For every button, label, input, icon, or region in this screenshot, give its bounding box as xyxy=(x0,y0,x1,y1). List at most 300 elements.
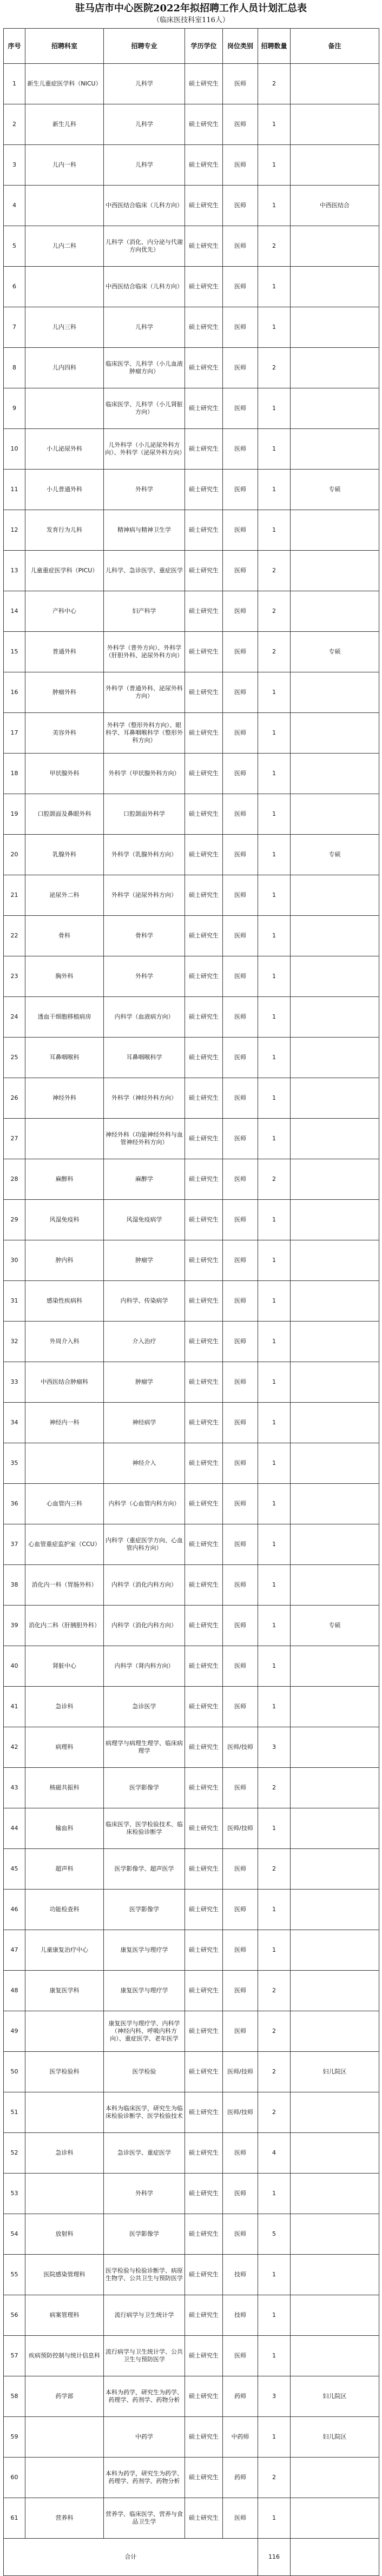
cell-degree: 硕士研究生 xyxy=(185,1890,223,1930)
cell-major: 外科学（整形外科方向）、眼科学、耳鼻咽喉科学（整形外科方向） xyxy=(104,713,185,754)
cell-dept: 急诊科 xyxy=(25,2133,104,2174)
table-row xyxy=(4,2336,379,2376)
cell-note xyxy=(291,1727,379,1768)
cell-dept xyxy=(25,267,104,307)
table-row xyxy=(4,672,379,713)
cell-count: 1 xyxy=(258,1930,291,1971)
table-row xyxy=(4,429,379,470)
cell-dept xyxy=(25,1119,104,1159)
table-row xyxy=(4,470,379,510)
cell-major: 病理学与病理生理学、临床病理学 xyxy=(104,1727,185,1768)
cell-major: 康复医学与理疗学 xyxy=(104,1930,185,1971)
cell-major: 外科学（泌尿外科方向） xyxy=(104,875,185,916)
document-title: 驻马店市中心医院2022年拟招聘工作人员计划汇总表 xyxy=(75,3,307,14)
cell-degree: 硕士研究生 xyxy=(185,1930,223,1971)
cell-degree: 硕士研究生 xyxy=(185,2255,223,2295)
cell-degree: 硕士研究生 xyxy=(185,348,223,388)
table-row xyxy=(4,2092,379,2133)
cell-count: 1 xyxy=(258,2174,291,2214)
cell-no: 5 xyxy=(4,226,25,267)
cell-major: 医学影像学 xyxy=(104,2214,185,2255)
cell-type: 医师 xyxy=(223,226,258,267)
cell-type: 医师 xyxy=(223,2498,258,2539)
cell-degree: 硕士研究生 xyxy=(185,267,223,307)
cell-dept: 功能检查科 xyxy=(25,1890,104,1930)
cell-dept xyxy=(25,1443,104,1484)
cell-type: 医师 xyxy=(223,145,258,186)
table-row xyxy=(4,1484,379,1524)
cell-major: 肿瘤学 xyxy=(104,1240,185,1281)
cell-count: 1 xyxy=(258,1443,291,1484)
cell-degree: 硕士研究生 xyxy=(185,2133,223,2174)
cell-degree: 硕士研究生 xyxy=(185,1240,223,1281)
cell-note xyxy=(291,1200,379,1240)
table-row xyxy=(4,1646,379,1687)
cell-no: 55 xyxy=(4,2255,25,2295)
cell-note xyxy=(291,429,379,470)
cell-note: 妇儿院区 xyxy=(291,2376,379,2417)
cell-count: 3 xyxy=(258,1727,291,1768)
cell-degree: 硕士研究生 xyxy=(185,875,223,916)
cell-type: 医师 xyxy=(223,713,258,754)
table-row xyxy=(4,1768,379,1808)
cell-dept: 医学检验科 xyxy=(25,2052,104,2092)
cell-note xyxy=(291,1646,379,1687)
cell-no: 51 xyxy=(4,2092,25,2133)
cell-note xyxy=(291,104,379,145)
cell-degree: 硕士研究生 xyxy=(185,2011,223,2052)
cell-count: 1 xyxy=(258,1281,291,1322)
cell-no: 8 xyxy=(4,348,25,388)
column-header-count: 招聘数量 xyxy=(258,29,291,64)
column-header-note: 备注 xyxy=(291,29,379,64)
cell-type: 医师 xyxy=(223,1443,258,1484)
cell-dept: 新生儿科 xyxy=(25,104,104,145)
table-row xyxy=(4,1849,379,1890)
cell-no: 21 xyxy=(4,875,25,916)
cell-degree: 硕士研究生 xyxy=(185,64,223,104)
cell-type: 医师 xyxy=(223,2336,258,2376)
cell-note xyxy=(291,1119,379,1159)
cell-dept: 感染性疾病科 xyxy=(25,1281,104,1322)
cell-dept: 新生儿重症医学科（NICU） xyxy=(25,64,104,104)
cell-type: 医师 xyxy=(223,2174,258,2214)
cell-no: 19 xyxy=(4,794,25,835)
cell-major: 内科学、传染病学 xyxy=(104,1281,185,1322)
cell-dept: 乳腺外科 xyxy=(25,835,104,875)
cell-degree: 硕士研究生 xyxy=(185,1687,223,1727)
total-row xyxy=(4,2539,379,2576)
cell-major: 外科学 xyxy=(104,470,185,510)
table-row xyxy=(4,1038,379,1078)
cell-type: 医师 xyxy=(223,632,258,672)
cell-degree: 硕士研究生 xyxy=(185,186,223,226)
table-row xyxy=(4,1119,379,1159)
cell-major: 急诊医学、重症医学 xyxy=(104,2133,185,2174)
cell-no: 53 xyxy=(4,2174,25,2214)
cell-no: 41 xyxy=(4,1687,25,1727)
cell-note xyxy=(291,713,379,754)
cell-type: 药师 xyxy=(223,2458,258,2498)
cell-major: 麻醉学 xyxy=(104,1159,185,1200)
cell-dept: 心血管重症监护室（CCU） xyxy=(25,1524,104,1565)
cell-note xyxy=(291,1849,379,1890)
cell-degree: 硕士研究生 xyxy=(185,1200,223,1240)
cell-degree: 硕士研究生 xyxy=(185,1808,223,1849)
cell-major: 医学检验与检验诊断学、病原生物学、公共卫生与预防医学 xyxy=(104,2255,185,2295)
column-header-degree: 学历学位 xyxy=(185,29,223,64)
table-row xyxy=(4,1281,379,1322)
cell-count: 2 xyxy=(258,2052,291,2092)
cell-degree: 硕士研究生 xyxy=(185,754,223,794)
table-row xyxy=(4,186,379,226)
cell-type: 医师 xyxy=(223,429,258,470)
cell-note xyxy=(291,2011,379,2052)
cell-dept: 外周介入科 xyxy=(25,1322,104,1362)
cell-dept: 骨科 xyxy=(25,916,104,956)
cell-count: 1 xyxy=(258,754,291,794)
table-row xyxy=(4,632,379,672)
cell-major: 医学影像学、超声医学 xyxy=(104,1849,185,1890)
cell-type: 医师 xyxy=(223,2133,258,2174)
cell-type: 医师 xyxy=(223,348,258,388)
cell-no: 44 xyxy=(4,1808,25,1849)
cell-no: 34 xyxy=(4,1403,25,1443)
cell-major: 外科学 xyxy=(104,956,185,997)
cell-degree: 硕士研究生 xyxy=(185,632,223,672)
table-row xyxy=(4,2052,379,2092)
cell-note xyxy=(291,510,379,551)
cell-no: 24 xyxy=(4,997,25,1038)
cell-dept: 美容外科 xyxy=(25,713,104,754)
cell-note xyxy=(291,1687,379,1727)
cell-count: 2 xyxy=(258,226,291,267)
cell-major: 康复医学与理疗学、内科学（神经内科、呼吸内科方向）、重症医学、老年医学 xyxy=(104,2011,185,2052)
cell-dept: 小儿泌尿外科 xyxy=(25,429,104,470)
cell-no: 25 xyxy=(4,1038,25,1078)
total-count: 116 xyxy=(258,2539,291,2576)
cell-major: 本科为药学，研究生为药学、药理学、药剂学、药物分析 xyxy=(104,2376,185,2417)
cell-dept: 普通外科 xyxy=(25,632,104,672)
cell-count: 1 xyxy=(258,104,291,145)
cell-note xyxy=(291,1930,379,1971)
cell-type: 医师 xyxy=(223,1362,258,1403)
cell-no: 10 xyxy=(4,429,25,470)
table-row xyxy=(4,1971,379,2011)
cell-count: 1 xyxy=(258,1322,291,1362)
cell-note xyxy=(291,2336,379,2376)
cell-major: 骨科学 xyxy=(104,916,185,956)
cell-degree: 硕士研究生 xyxy=(185,1403,223,1443)
cell-degree: 硕士研究生 xyxy=(185,2458,223,2498)
cell-major: 儿科学（消化、内分泌与代谢方向优先） xyxy=(104,226,185,267)
cell-type: 医师 xyxy=(223,672,258,713)
cell-no: 43 xyxy=(4,1768,25,1808)
cell-dept: 肾脏中心 xyxy=(25,1646,104,1687)
cell-no: 42 xyxy=(4,1727,25,1768)
cell-note: 专硕 xyxy=(291,1606,379,1646)
cell-no: 1 xyxy=(4,64,25,104)
cell-dept: 药学部 xyxy=(25,2376,104,2417)
cell-dept xyxy=(25,2092,104,2133)
cell-type: 医师 xyxy=(223,1322,258,1362)
table-row xyxy=(4,754,379,794)
cell-note: 专硕 xyxy=(291,470,379,510)
cell-type: 医师 xyxy=(223,1890,258,1930)
cell-major: 中西医结合临床（儿科方向） xyxy=(104,267,185,307)
cell-count: 1 xyxy=(258,2498,291,2539)
cell-note xyxy=(291,956,379,997)
cell-dept: 麻醉科 xyxy=(25,1159,104,1200)
cell-no: 33 xyxy=(4,1362,25,1403)
cell-count: 1 xyxy=(258,267,291,307)
cell-count: 2 xyxy=(258,591,291,632)
cell-type: 医师 xyxy=(223,388,258,429)
cell-no: 45 xyxy=(4,1849,25,1890)
cell-no: 9 xyxy=(4,388,25,429)
cell-degree: 硕士研究生 xyxy=(185,104,223,145)
cell-count: 2 xyxy=(258,1971,291,2011)
table-row xyxy=(4,145,379,186)
table-row xyxy=(4,713,379,754)
table-header-row xyxy=(4,29,379,64)
cell-dept: 耳鼻咽喉科 xyxy=(25,1038,104,1078)
cell-count: 1 xyxy=(258,2417,291,2458)
cell-degree: 硕士研究生 xyxy=(185,1362,223,1403)
cell-major: 康复医学与理疗学 xyxy=(104,1971,185,2011)
cell-note xyxy=(291,1322,379,1362)
cell-major: 临床医学、医学检验技术、临床检验诊断学 xyxy=(104,1808,185,1849)
cell-type: 医师 xyxy=(223,510,258,551)
cell-dept: 儿内二科 xyxy=(25,226,104,267)
cell-type: 医师 xyxy=(223,551,258,591)
cell-note xyxy=(291,1403,379,1443)
cell-note xyxy=(291,1890,379,1930)
total-label: 合计 xyxy=(4,2539,258,2576)
cell-count: 1 xyxy=(258,1240,291,1281)
cell-note xyxy=(291,2498,379,2539)
cell-major: 中药学 xyxy=(104,2417,185,2458)
cell-dept: 风湿免疫科 xyxy=(25,1200,104,1240)
cell-major: 肿瘤学 xyxy=(104,1362,185,1403)
cell-count: 1 xyxy=(258,510,291,551)
cell-type: 医师 xyxy=(223,1281,258,1322)
table-row xyxy=(4,2417,379,2458)
table-row xyxy=(4,1078,379,1119)
table-row xyxy=(4,2011,379,2052)
cell-degree: 硕士研究生 xyxy=(185,2336,223,2376)
cell-major: 外科学（乳腺外科方向） xyxy=(104,835,185,875)
cell-degree: 硕士研究生 xyxy=(185,145,223,186)
cell-no: 54 xyxy=(4,2214,25,2255)
cell-type: 医师 xyxy=(223,1849,258,1890)
cell-note xyxy=(291,348,379,388)
cell-dept: 透血干细胞移植病房 xyxy=(25,997,104,1038)
cell-dept: 消化内二科（肝胰胆外科） xyxy=(25,1606,104,1646)
cell-note: 妇儿院区 xyxy=(291,2417,379,2458)
cell-major: 内科学（消化内科方向） xyxy=(104,1606,185,1646)
cell-note xyxy=(291,1484,379,1524)
cell-type: 医师 xyxy=(223,2214,258,2255)
cell-no: 40 xyxy=(4,1646,25,1687)
cell-type: 医师 xyxy=(223,1159,258,1200)
cell-note xyxy=(291,2255,379,2295)
cell-note xyxy=(291,2214,379,2255)
cell-dept: 儿内三科 xyxy=(25,307,104,348)
cell-dept: 泌尿外二科 xyxy=(25,875,104,916)
cell-type: 医师 xyxy=(223,470,258,510)
cell-major: 内科学（心血管内科方向） xyxy=(104,1484,185,1524)
table-row xyxy=(4,64,379,104)
table-row xyxy=(4,348,379,388)
cell-count: 1 xyxy=(258,470,291,510)
cell-type: 医师 xyxy=(223,1524,258,1565)
table-row xyxy=(4,104,379,145)
cell-degree: 硕士研究生 xyxy=(185,1119,223,1159)
cell-no: 61 xyxy=(4,2498,25,2539)
cell-no: 14 xyxy=(4,591,25,632)
cell-degree: 硕士研究生 xyxy=(185,2214,223,2255)
cell-major: 风湿免疫病学 xyxy=(104,1200,185,1240)
cell-degree: 硕士研究生 xyxy=(185,1606,223,1646)
cell-dept: 甲状腺外科 xyxy=(25,754,104,794)
cell-degree: 硕士研究生 xyxy=(185,1524,223,1565)
cell-degree: 硕士研究生 xyxy=(185,429,223,470)
cell-major: 内科学（肾内科方向） xyxy=(104,1646,185,1687)
cell-degree: 硕士研究生 xyxy=(185,997,223,1038)
cell-type: 医师 xyxy=(223,1971,258,2011)
cell-degree: 硕士研究生 xyxy=(185,2417,223,2458)
cell-dept xyxy=(25,2458,104,2498)
cell-degree: 硕士研究生 xyxy=(185,1849,223,1890)
cell-no: 48 xyxy=(4,1971,25,2011)
cell-major: 耳鼻咽喉科学 xyxy=(104,1038,185,1078)
cell-dept: 营养科 xyxy=(25,2498,104,2539)
cell-count: 2 xyxy=(258,64,291,104)
cell-no: 36 xyxy=(4,1484,25,1524)
cell-major: 临床医学、儿科学（小儿血液肿瘤方向） xyxy=(104,348,185,388)
cell-count: 2 xyxy=(258,551,291,591)
cell-count: 1 xyxy=(258,186,291,226)
cell-degree: 硕士研究生 xyxy=(185,388,223,429)
table-row xyxy=(4,2255,379,2295)
cell-dept: 肿瘤外科 xyxy=(25,672,104,713)
table-row xyxy=(4,591,379,632)
cell-no: 20 xyxy=(4,835,25,875)
cell-count: 1 xyxy=(258,1524,291,1565)
cell-count: 1 xyxy=(258,2295,291,2336)
cell-degree: 硕士研究生 xyxy=(185,1281,223,1322)
cell-dept xyxy=(25,388,104,429)
cell-dept xyxy=(25,186,104,226)
cell-dept: 疾病预防控制与统计信息科 xyxy=(25,2336,104,2376)
cell-count: 2 xyxy=(258,2011,291,2052)
table-row xyxy=(4,1565,379,1606)
cell-count: 1 xyxy=(258,388,291,429)
table-row xyxy=(4,307,379,348)
table-row xyxy=(4,1890,379,1930)
cell-count: 1 xyxy=(258,956,291,997)
cell-major: 儿科学 xyxy=(104,64,185,104)
cell-no: 13 xyxy=(4,551,25,591)
cell-major: 精神病与精神卫生学 xyxy=(104,510,185,551)
cell-degree: 硕士研究生 xyxy=(185,470,223,510)
cell-no: 59 xyxy=(4,2417,25,2458)
table-row xyxy=(4,1200,379,1240)
cell-count: 1 xyxy=(258,1362,291,1403)
cell-count: 4 xyxy=(258,2133,291,2174)
cell-major: 营养学、临床医学、营养与食品卫生学 xyxy=(104,2498,185,2539)
cell-count: 1 xyxy=(258,835,291,875)
cell-major: 外科学（普外方向）、外科学（肝胆外科、泌尿外科方向） xyxy=(104,632,185,672)
cell-major: 内科学（消化内科方向） xyxy=(104,1565,185,1606)
cell-dept xyxy=(25,2417,104,2458)
cell-count: 2 xyxy=(258,632,291,672)
cell-count: 1 xyxy=(258,713,291,754)
cell-note xyxy=(291,916,379,956)
cell-degree: 硕士研究生 xyxy=(185,713,223,754)
cell-major: 内科学（重症医学方向、心血管内科方向） xyxy=(104,1524,185,1565)
cell-count: 2 xyxy=(258,1159,291,1200)
cell-dept: 急诊科 xyxy=(25,1687,104,1727)
cell-type: 医师 xyxy=(223,64,258,104)
cell-type: 医师 xyxy=(223,794,258,835)
cell-degree: 硕士研究生 xyxy=(185,2376,223,2417)
cell-no: 46 xyxy=(4,1890,25,1930)
cell-note: 专硕 xyxy=(291,835,379,875)
table-row xyxy=(4,1524,379,1565)
cell-count: 2 xyxy=(258,1849,291,1890)
cell-type: 技师 xyxy=(223,2295,258,2336)
cell-count: 1 xyxy=(258,672,291,713)
cell-major: 本科为临床医学，研究生为临床检验诊断学、医学检验技术 xyxy=(104,2092,185,2133)
cell-dept: 超声科 xyxy=(25,1849,104,1890)
cell-note xyxy=(291,794,379,835)
cell-no: 22 xyxy=(4,916,25,956)
cell-degree: 硕士研究生 xyxy=(185,2498,223,2539)
cell-major: 医学检验 xyxy=(104,2052,185,2092)
cell-no: 50 xyxy=(4,2052,25,2092)
cell-dept: 病理科 xyxy=(25,1727,104,1768)
cell-note xyxy=(291,64,379,104)
cell-major: 神经外科（功能神经外科与血管神经外科方向） xyxy=(104,1119,185,1159)
cell-type: 医师 xyxy=(223,186,258,226)
cell-no: 60 xyxy=(4,2458,25,2498)
cell-no: 56 xyxy=(4,2295,25,2336)
cell-major: 神经介入 xyxy=(104,1443,185,1484)
cell-type: 医师 xyxy=(223,104,258,145)
cell-degree: 硕士研究生 xyxy=(185,2052,223,2092)
cell-major: 神经病学 xyxy=(104,1403,185,1443)
cell-note xyxy=(291,551,379,591)
cell-dept: 儿内一科 xyxy=(25,145,104,186)
cell-type: 医师/技师 xyxy=(223,1808,258,1849)
cell-count: 1 xyxy=(258,1119,291,1159)
cell-no: 58 xyxy=(4,2376,25,2417)
cell-no: 12 xyxy=(4,510,25,551)
cell-major: 医学影像学 xyxy=(104,1890,185,1930)
cell-degree: 硕士研究生 xyxy=(185,2092,223,2133)
cell-degree: 硕士研究生 xyxy=(185,916,223,956)
cell-count: 2 xyxy=(258,2092,291,2133)
cell-no: 15 xyxy=(4,632,25,672)
cell-dept: 康复医学科 xyxy=(25,1971,104,2011)
table-body xyxy=(4,64,379,2539)
table-row xyxy=(4,1403,379,1443)
cell-note xyxy=(291,1281,379,1322)
cell-type: 医师 xyxy=(223,1565,258,1606)
cell-degree: 硕士研究生 xyxy=(185,551,223,591)
